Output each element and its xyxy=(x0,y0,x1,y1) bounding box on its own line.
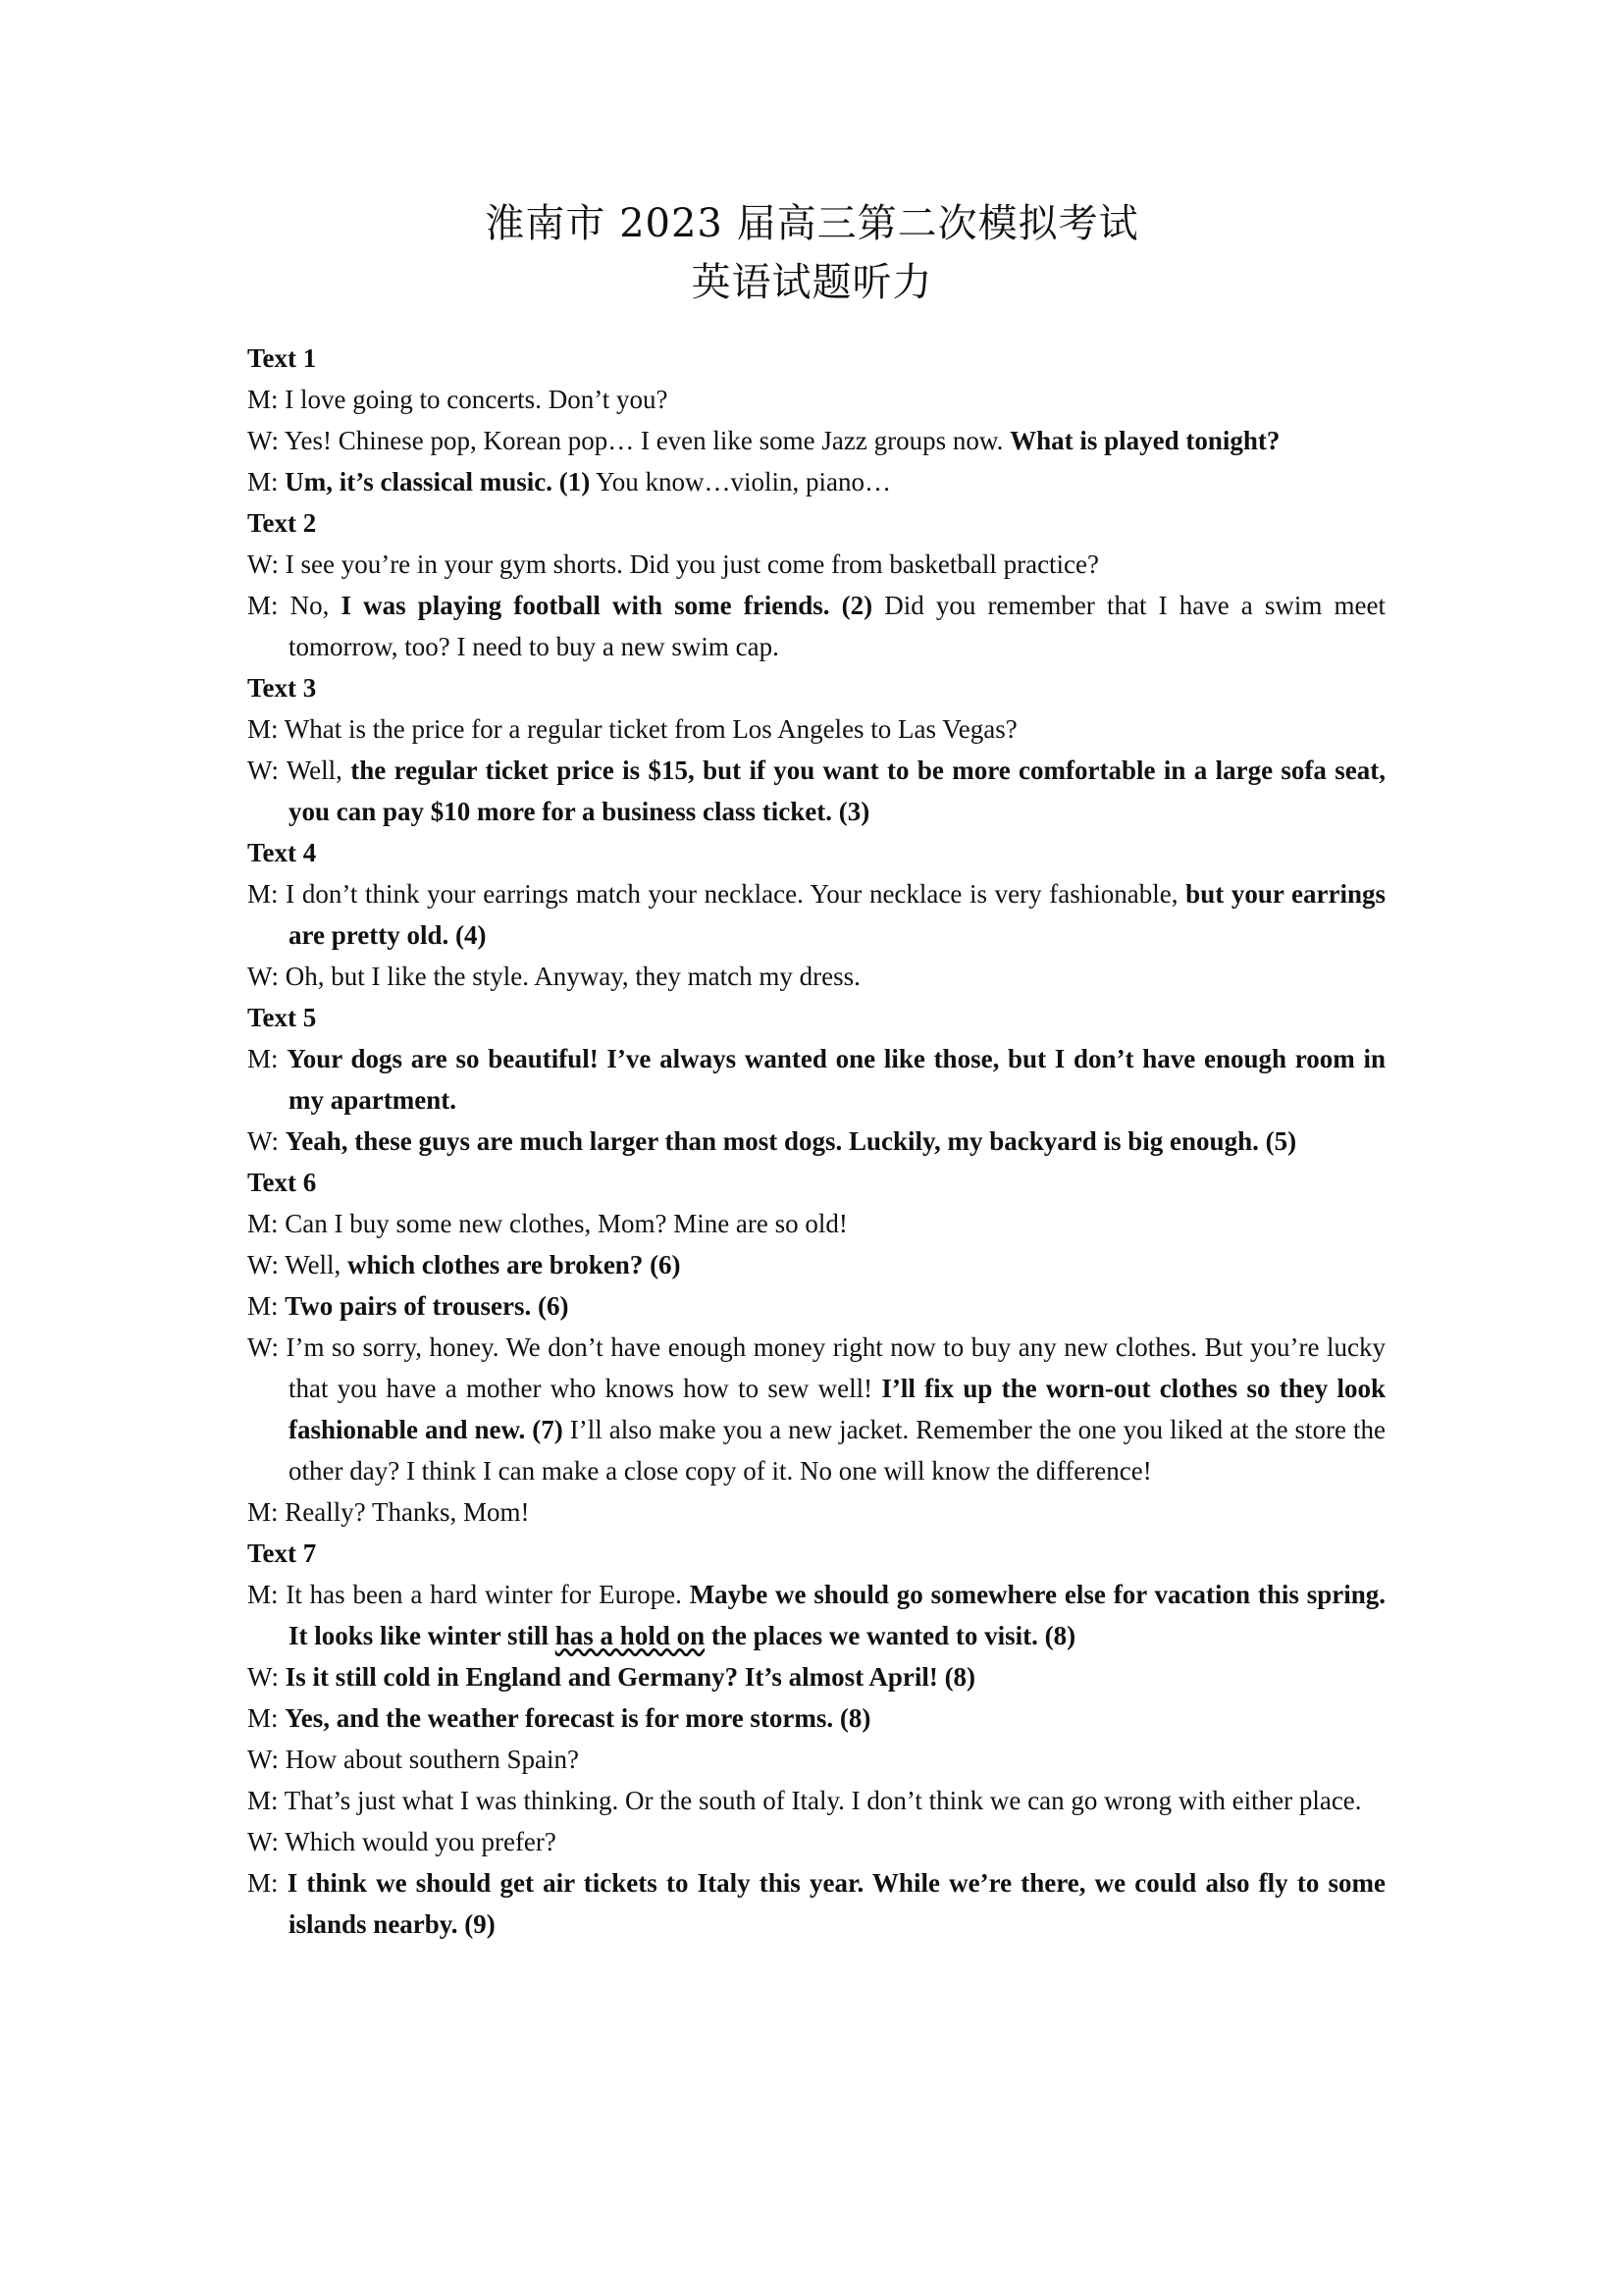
plain-text: M: xyxy=(247,1291,286,1321)
dialogue-turn xyxy=(247,1203,1386,1244)
dialogue-turn xyxy=(247,1244,1386,1285)
dialogue-turn xyxy=(247,1038,1386,1121)
dialogue-turn xyxy=(247,1121,1386,1162)
plain-text: M: I don’t think your earrings match your necklace. Your necklace is very fashionable, xyxy=(247,879,1186,909)
dialogue-turn xyxy=(247,1697,1386,1739)
text-heading: Text 6 xyxy=(247,1168,317,1197)
listening-transcript xyxy=(247,338,1386,1945)
plain-text: W: How about southern Spain? xyxy=(247,1745,579,1774)
dialogue-turn xyxy=(247,956,1386,997)
plain-text: W: Yes! Chinese pop, Korean pop… I even like some Jazz groups now. xyxy=(247,426,1011,455)
plain-text: M: xyxy=(247,1703,286,1733)
plain-text: W: xyxy=(247,1662,286,1692)
dialogue-turn xyxy=(247,873,1386,956)
plain-text: M: xyxy=(247,467,286,496)
answer-text: the regular ticket price is $15, but if you want to be more comfortable in a large sofa seat, you can pay $10 more for a business class ticket. (3) xyxy=(288,756,1386,826)
answer-text: Is it still cold in England and Germany? It’s almost April! (8) xyxy=(285,1662,976,1692)
plain-text: W: I see you’re in your gym shorts. Did you just come from basketball practice? xyxy=(247,549,1100,579)
dialogue-turn xyxy=(247,585,1386,667)
answer-text: Yeah, these guys are much larger than most dogs. Luckily, my backyard is big enough. (5) xyxy=(285,1126,1297,1156)
plain-text: W: xyxy=(247,1126,286,1156)
plain-text: W: Well, xyxy=(247,1250,348,1279)
answer-text: which clothes are broken? (6) xyxy=(347,1250,681,1279)
plain-text: W: Oh, but I like the style. Anyway, they match my dress. xyxy=(247,962,861,991)
plain-text: M: xyxy=(247,1044,288,1073)
text-heading: Text 3 xyxy=(247,673,317,703)
plain-text: W: Well, xyxy=(247,756,351,785)
dialogue-turn xyxy=(247,1574,1386,1656)
dialogue-turn xyxy=(247,461,1386,502)
dialogue-turn xyxy=(247,544,1386,585)
dialogue-turn xyxy=(247,708,1386,750)
text-heading: Text 1 xyxy=(247,343,317,373)
plain-text: W: Which would you prefer? xyxy=(247,1827,556,1856)
answer-text: but your earrings are pretty old. (4) xyxy=(288,879,1386,950)
plain-text: W: I’m so sorry, honey. We don’t have enough money right now to buy any new clothes. But you’re lucky that you have a mother who knows how to sew well! xyxy=(247,1332,1386,1403)
answer-text: Two pairs of trousers. (6) xyxy=(285,1291,569,1321)
plain-text: M: What is the price for a regular ticket from Los Angeles to Las Vegas? xyxy=(247,714,1018,744)
answer-text: Your dogs are so beautiful! I’ve always wanted one like those, but I don’t have enough room in my apartment. xyxy=(287,1044,1386,1115)
answer-text: I was playing football with some friends. (2) xyxy=(341,591,873,620)
plain-text: M: No, xyxy=(247,591,341,620)
plain-text: M: xyxy=(247,1868,288,1898)
answer-text: I think we should get air tickets to Italy this year. While we’re there, we could also fly to some islands nearby. (9) xyxy=(287,1868,1386,1939)
text-heading: Text 2 xyxy=(247,508,317,538)
dialogue-turn xyxy=(247,1656,1386,1697)
dialogue-turn xyxy=(247,1327,1386,1491)
answer-text: Yes, and the weather forecast is for more storms. (8) xyxy=(285,1703,871,1733)
dialogue-turn xyxy=(247,1739,1386,1780)
underlined-answer-text: has a hold on xyxy=(554,1621,706,1650)
answer-text: I’ll fix up the worn-out clothes so they look fashionable and new. (7) xyxy=(288,1374,1387,1444)
answer-text: What is played tonight? xyxy=(1010,426,1281,455)
answer-text: Um, it’s classical music. (1) xyxy=(285,467,591,496)
document-subtitle: 英语试题听力 xyxy=(691,260,933,305)
plain-text: Did you remember that I have a swim meet tomorrow, too? I need to buy a new swim cap. xyxy=(288,591,1386,661)
dialogue-turn xyxy=(247,379,1386,420)
plain-text: M: Can I buy some new clothes, Mom? Mine are so old! xyxy=(247,1209,848,1238)
dialogue-turn xyxy=(247,1285,1386,1327)
text-heading: Text 5 xyxy=(247,1003,317,1032)
answer-text: the places we wanted to visit. (8) xyxy=(705,1621,1076,1650)
plain-text: I’ll also make you a new jacket. Remember the one you liked at the store the other day? I think I can make a close copy of it. No one will know the difference! xyxy=(288,1415,1386,1486)
document-title: 淮南市 2023 届高三第二次模拟考试 xyxy=(485,201,1139,246)
dialogue-turn xyxy=(247,750,1386,832)
text-heading: Text 4 xyxy=(247,838,317,867)
answer-text: Maybe we should go somewhere else for vacation this spring. It looks like winter still xyxy=(288,1580,1386,1650)
dialogue-turn xyxy=(247,420,1386,461)
plain-text: You know…violin, piano… xyxy=(590,467,892,496)
text-heading: Text 7 xyxy=(247,1539,317,1568)
dialogue-turn xyxy=(247,1491,1386,1533)
dialogue-turn xyxy=(247,1821,1386,1862)
dialogue-turn xyxy=(247,1862,1386,1945)
dialogue-turn xyxy=(247,1780,1386,1821)
plain-text: M: It has been a hard winter for Europe. xyxy=(247,1580,690,1609)
plain-text: M: I love going to concerts. Don’t you? xyxy=(247,385,668,414)
plain-text: M: Really? Thanks, Mom! xyxy=(247,1497,530,1527)
plain-text: M: That’s just what I was thinking. Or the south of Italy. I don’t think we can go wrong with either place. xyxy=(247,1786,1362,1815)
